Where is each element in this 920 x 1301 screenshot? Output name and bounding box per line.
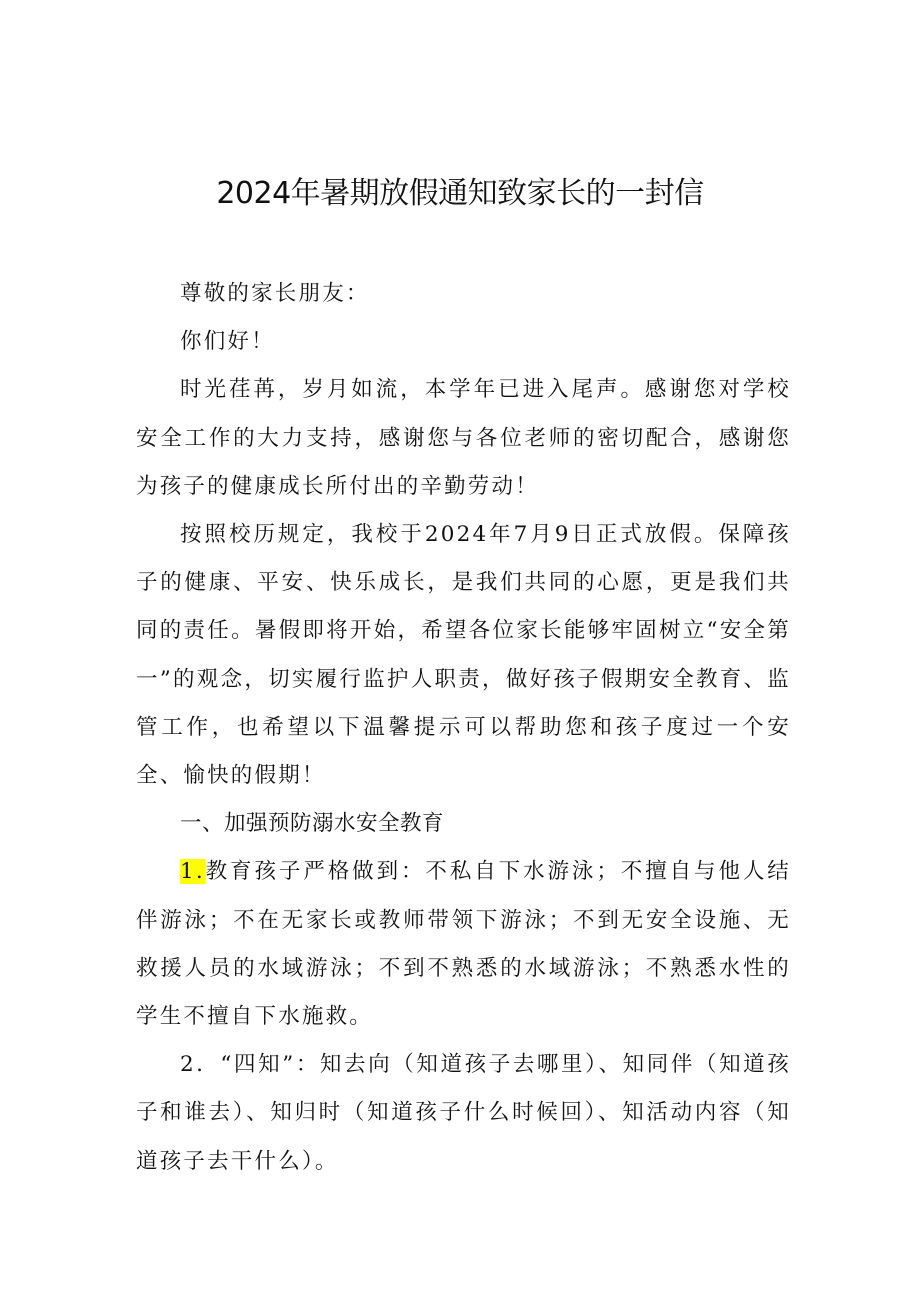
salutation: 尊敬的家长朋友： xyxy=(180,281,370,306)
list-item-1-number-highlight: 1. xyxy=(180,859,205,885)
document-title: 2024年暑期放假通知致家长的一封信 xyxy=(216,176,704,211)
paragraph-thanks: 时光荏苒，岁月如流，本学年已进入尾声。感谢您对学校安全工作的大力支持，感谢您与各位老师的密切配合，感谢您为孩子的健康成长所付出的辛勤劳动！ xyxy=(136,377,791,499)
greeting: 你们好！ xyxy=(180,329,275,355)
paragraph-holiday-notice: 按照校历规定，我校于2024年7月9日正式放假。保障孩子的健康、平安、快乐成长，是我们共同的心愿，更是我们共同的责任。暑假即将开始，希望各位家长能够牢固树立“安全第一”的观念，切实履行监护人职责，做好孩子假期安全教育、监管工作，也希望以下温馨提示可以帮助您和孩子度过一个安全、愉快的假期！ xyxy=(136,522,791,789)
list-item-1-text: 教育孩子严格做到：不私自下水游泳；不擅自与他人结伴游泳；不在无家长或教师带领下游泳；不到无安全设施、无救援人员的水域游泳；不到不熟悉的水域游泳；不熟悉水性的学生不擅自下水施救。 xyxy=(136,859,791,1030)
letter-body xyxy=(136,270,791,1186)
list-item-1 xyxy=(136,848,791,1041)
list-item-2: 2．“四知”：知去向（知道孩子去哪里）、知同伴（知道孩子和谁去）、知归时（知道孩子什么时候回）、知活动内容（知道孩子去干什么）。 xyxy=(136,1052,791,1174)
section-heading-drowning-prevention: 一、加强预防溺水安全教育 xyxy=(180,811,445,837)
